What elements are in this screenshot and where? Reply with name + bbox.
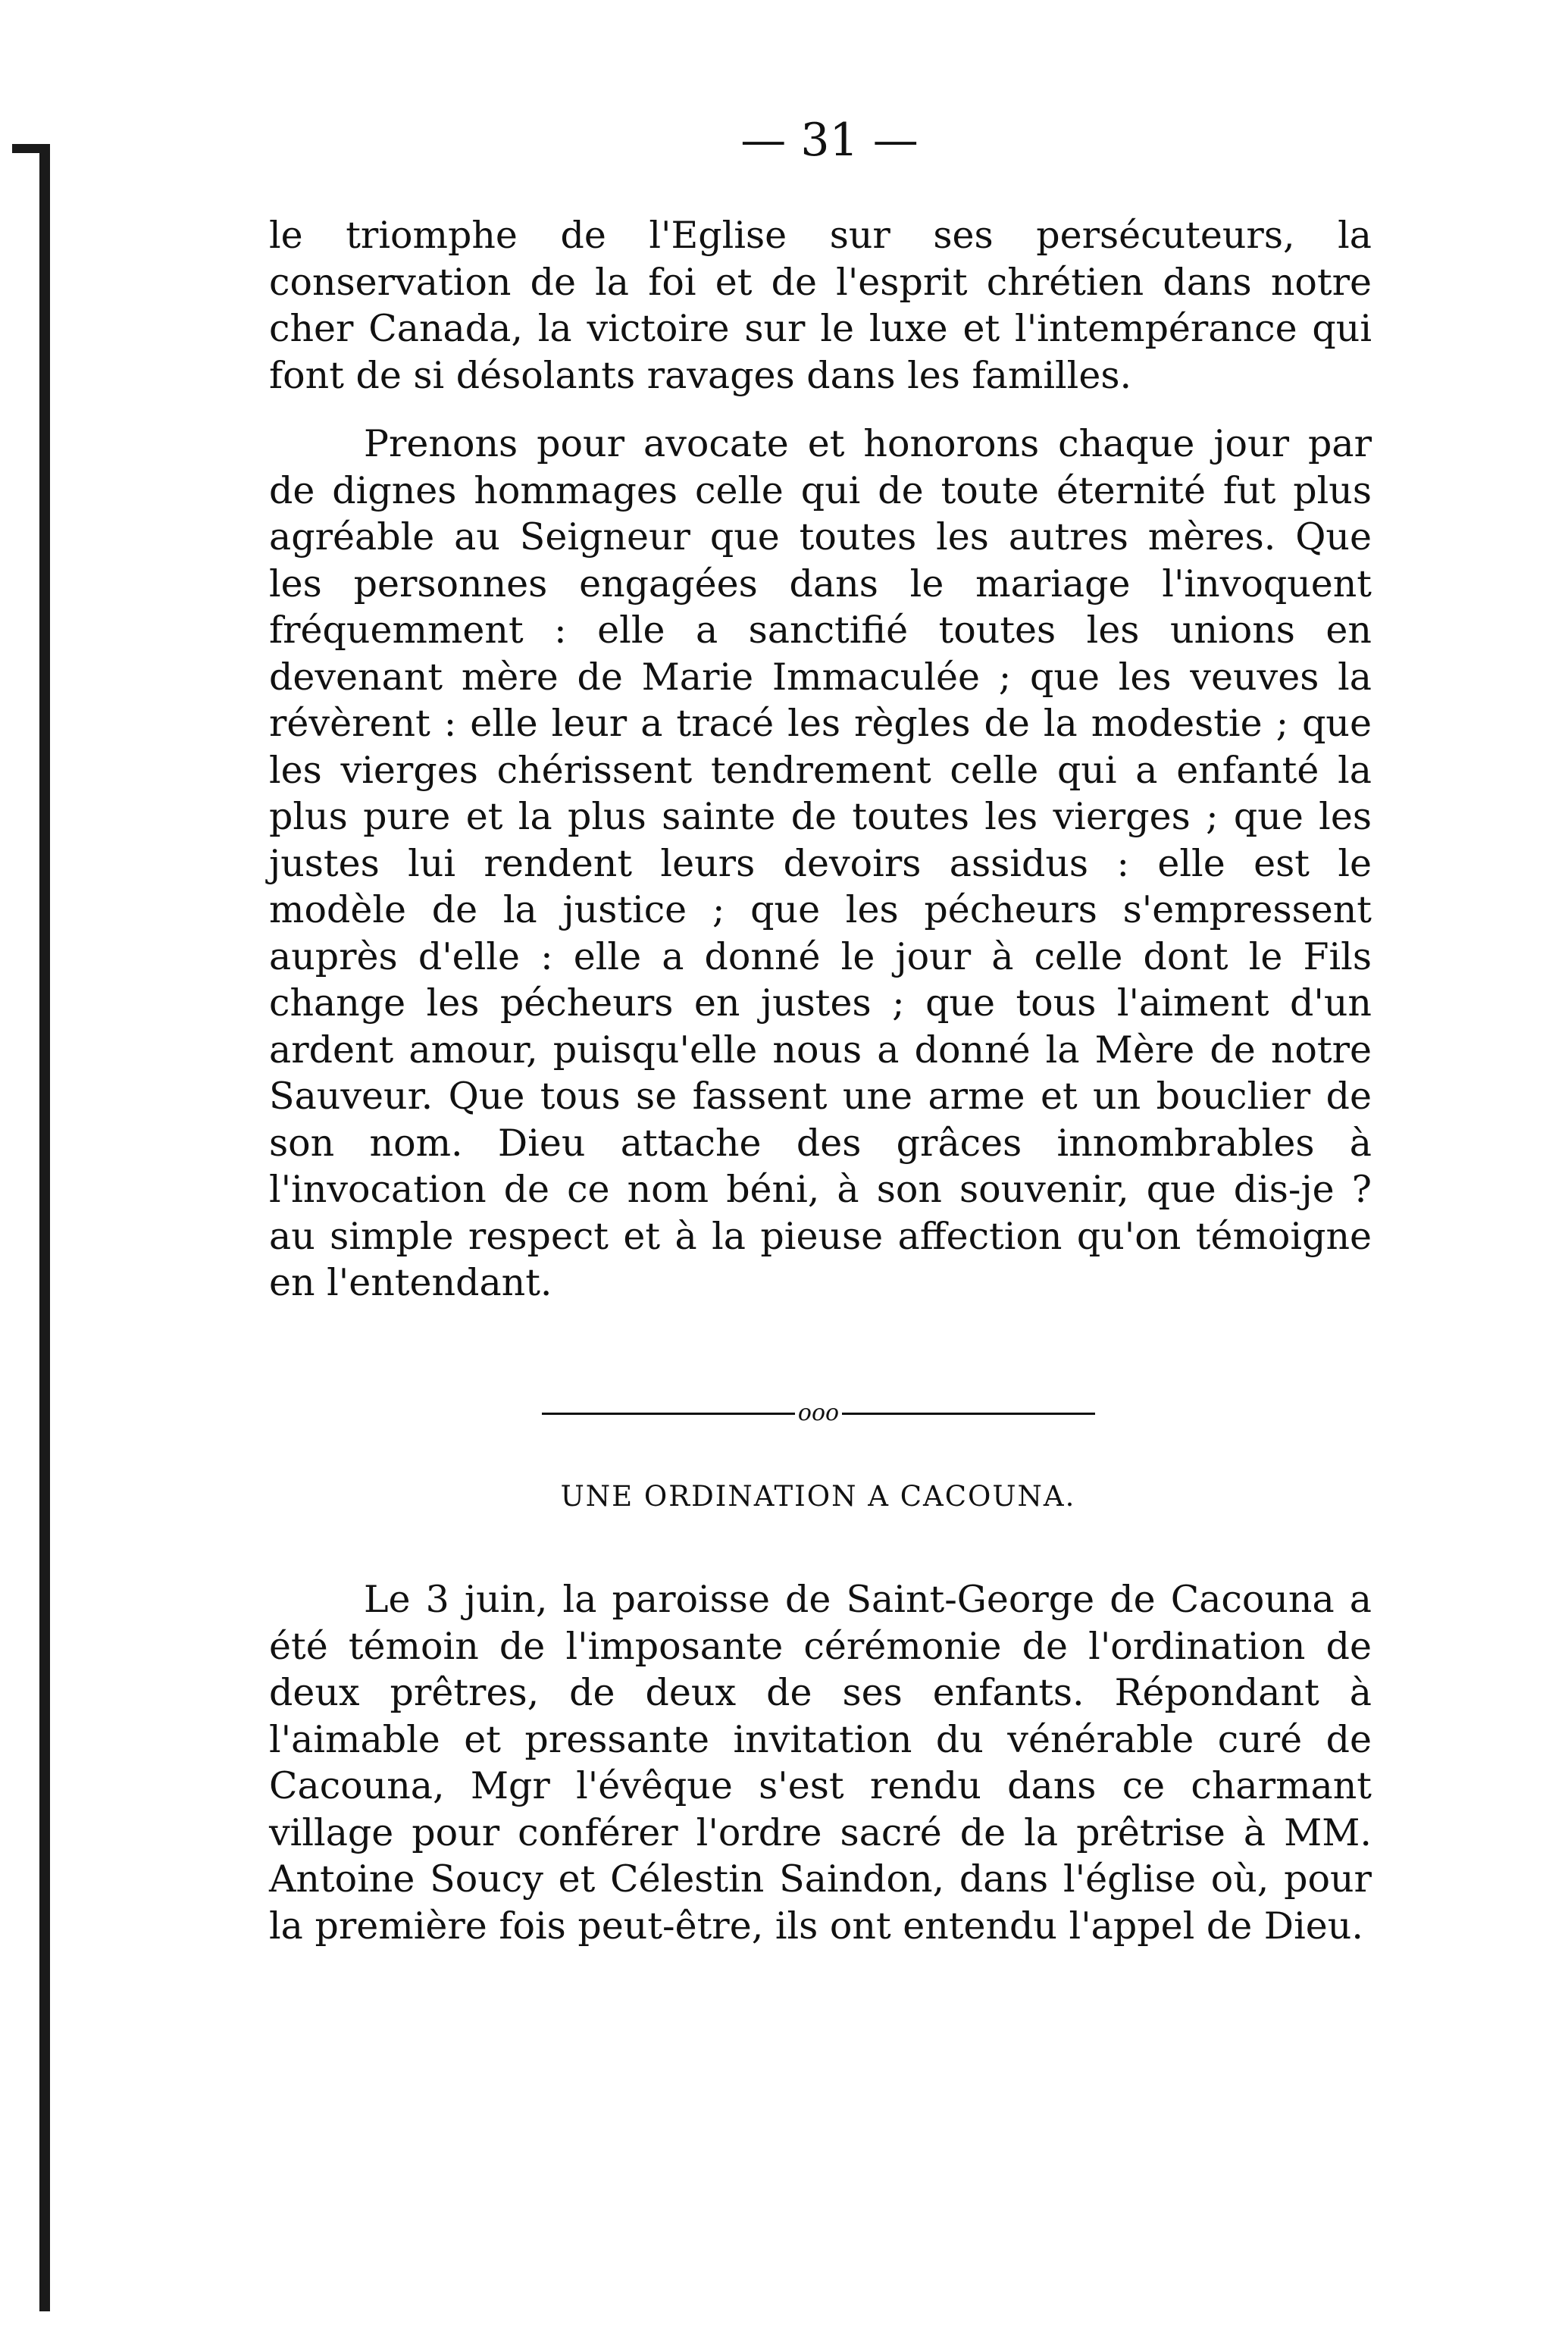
section-separator [542, 1398, 1095, 1428]
paragraph-1 [269, 212, 1372, 399]
separator-mark: ooo [797, 1400, 840, 1426]
paragraph-3 [269, 1576, 1372, 1949]
binding-edge [39, 144, 50, 2311]
separator-line-right [842, 1413, 1095, 1415]
separator-line-left [542, 1413, 795, 1415]
paragraph-2-text: Prenons pour avocate et honorons chaque jour par de dignes hommages celle qui de toute éternité fut plus agréable au Seigneur que toutes les autres mères. Que les personnes engagées dans le mariage l'invoquent fréquemment : elle a sanctifié toutes les unions en devenant mère de Marie Immaculée ; que les veuves la révèrent : elle leur a tracé les règles de la modestie ; que les vierges chérissent tendrement celle qui a enfanté la plus pure et la plus sainte de toutes les vierges ; que les justes lui rendent leurs devoirs assidus : elle est le modèle de la justice ; que les pécheurs s'empressent auprès d'elle : elle a donné le jour à celle dont le Fils change les pécheurs en justes ; que tous l'aiment d'un ardent amour, puisqu'elle nous a donné la Mère de notre Sauveur. Que tous se fassent une arme et un bouclier de son nom. Dieu attache des grâces innombrables à l'invocation de ce nom béni, à son souvenir, que dis-je ? au simple respect et à la pieuse affection qu'on témoigne en l'entendant. [269, 422, 1372, 1304]
paragraph-2 [269, 421, 1372, 1306]
page-number: — 31 — [740, 114, 919, 167]
binding-edge-top [12, 144, 42, 153]
section-title: UNE ORDINATION A CACOUNA. [560, 1480, 1076, 1513]
paragraph-1-text: le triomphe de l'Eglise sur ses persécuteurs, la conservation de la foi et de l'esprit chrétien dans notre cher Canada, la victoire sur le luxe et l'intempérance qui font de si désolants ravages dans les familles. [269, 214, 1372, 397]
paragraph-3-text: Le 3 juin, la paroisse de Saint-George de Cacouna a été témoin de l'imposante cérémonie de l'ordination de deux prêtres, de deux de ses enfants. Répondant à l'aimable et pressante invitation du vénérable curé de Cacouna, Mgr l'évêque s'est rendu dans ce charmant village pour conférer l'ordre sacré de la prêtrise à MM. Antoine Soucy et Célestin Saindon, dans l'église où, pour la première fois peut-être, ils ont entendu l'appel de Dieu. [269, 1578, 1372, 1948]
